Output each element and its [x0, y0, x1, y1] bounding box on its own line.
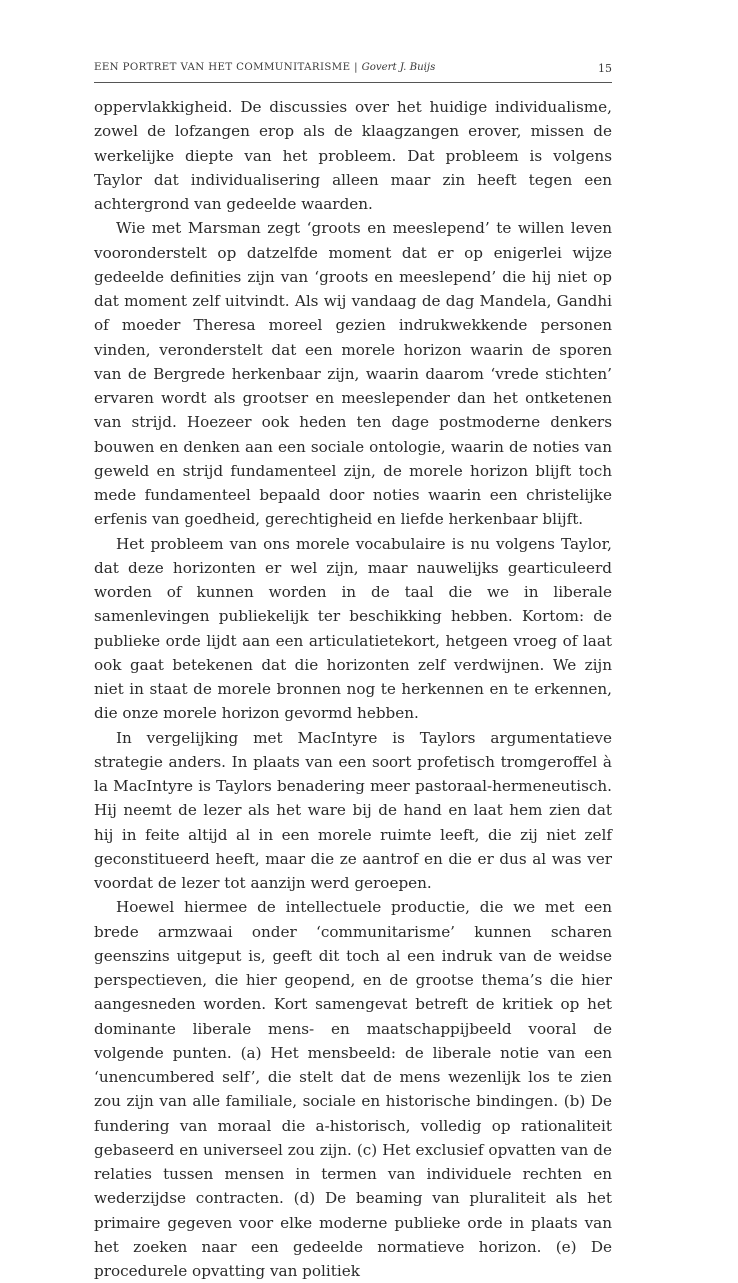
page-number: 15	[598, 62, 612, 75]
paragraph: In vergelijking met MacIntyre is Taylors argumentatieve strategie anders. In plaats van een soort profetisch tromgeroffel à la MacIntyre is Taylors benadering meer pastoraal-hermeneutisch. Hij neemt de lezer als het ware bij de hand en laat hem zien dat hij in feite altijd al in een morele ruimte leeft, die zij niet zelf geconstitueerd heeft, maar die ze aantrof en die er dus al was ver voordat de lezer tot aanzijn werd geroepen.	[94, 728, 612, 892]
paragraph: Het probleem van ons morele vocabulaire is nu volgens Taylor, dat deze horizonten er wel zijn, maar nauwelijks gearticuleerd worden of kunnen worden in de taal die we in liberale samenlevingen publiekelijk ter beschikking hebben. Kortom: de publieke orde lijdt aan een articulatietekort, hetgeen vroeg of laat ook gaat betekenen dat die horizonten zelf verdwijnen. We zijn niet in staat de morele bronnen nog te herkennen en te erkennen, die onze morele horizon gevormd hebben.	[94, 534, 612, 723]
running-title: EEN PORTRET VAN HET COMMUNITARISME	[94, 62, 351, 73]
header-separator: |	[354, 62, 358, 73]
running-header	[94, 62, 612, 80]
paragraph: oppervlakkigheid. De discussies over het huidige individualisme, zowel de lofzangen erop als de klaagzangen erover, missen de werkelijke diepte van het probleem. Dat probleem is volgens Taylor dat individualisering alleen maar zin heeft tegen een achtergrond van gedeelde waarden.	[94, 98, 612, 213]
paragraph: Wie met Marsman zegt ‘groots en meeslepend’ te willen leven vooronderstelt op datzelfde moment dat er op enigerlei wijze gedeelde definities zijn van ‘groots en meeslepend’ die hij niet op dat moment zelf uitvindt. Als wij vandaag de dag Mandela, Gandhi of moeder Theresa moreel gezien indrukwekkende personen vinden, veronderstelt dat een morele horizon waarin de sporen van de Bergrede herkenbaar zijn, waarin daarom ‘vrede stichten’ ervaren wordt als grootser en meeslepender dan het ontketenen van strijd. Hoezeer ook heden ten dage postmoderne denkers bouwen en denken aan een sociale ontologie, waarin de noties van geweld en strijd fundamenteel zijn, de morele horizon blijft toch mede fundamenteel bepaald door noties waarin een christelijke erfenis van goedheid, gerechtigheid en liefde herkenbaar blijft.	[94, 219, 612, 529]
body-text	[94, 95, 612, 1283]
header-rule	[94, 82, 612, 83]
paragraph: Hoewel hiermee de intellectuele productie, die we met een brede armzwaai onder ‘communitarisme’ kunnen scharen geenszins uitgeput is, geeft dit toch al een indruk van de weidse perspectieven, die hier geopend, en de grootse thema’s die hier aangesneden worden. Kort samengevat betreft de kritiek op het dominante liberale mens- en maatschappijbeeld vooral de volgende punten. (a) Het mensbeeld: de liberale notie van een ‘unencumbered self’, die stelt dat de mens wezenlijk los te zien zou zijn van alle familiale, sociale en historische bindingen. (b) De fundering van moraal die a-historisch, volledig op rationaliteit gebaseerd en universeel zou zijn. (c) Het exclusief opvatten van de relaties tussen mensen in termen van individuele rechten en wederzijdse contracten. (d) De beaming van pluraliteit als het primaire gegeven voor elke moderne publieke orde in plaats van het zoeken naar een gedeelde normatieve horizon. (e) De procedurele opvatting van politiek	[94, 898, 612, 1280]
running-header-text	[94, 62, 435, 73]
running-author: Govert J. Buijs	[361, 62, 436, 73]
